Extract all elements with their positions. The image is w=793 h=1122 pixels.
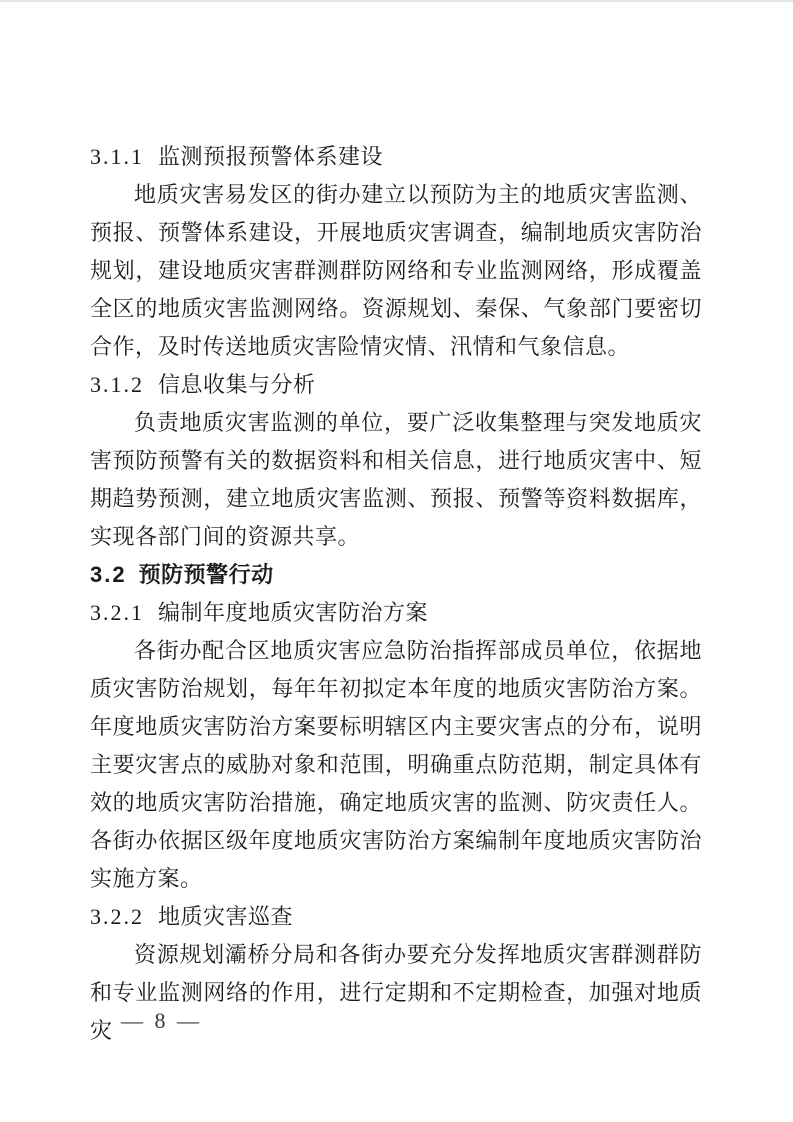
heading-number: 3.1.1 <box>90 144 144 169</box>
document-body <box>90 138 702 1050</box>
section-heading-level3 <box>90 898 702 936</box>
heading-number: 3.2.2 <box>90 904 144 929</box>
heading-title: 地质灾害巡查 <box>158 904 294 929</box>
scan-edge-line <box>0 0 793 2</box>
section-heading-level3 <box>90 594 702 632</box>
heading-number: 3.2 <box>90 562 127 587</box>
section-heading-level3 <box>90 138 702 176</box>
body-paragraph: 各街办配合区地质灾害应急防治指挥部成员单位，依据地质灾害防治规划，每年年初拟定本年度的地质灾害防治方案。年度地质灾害防治方案要标明辖区内主要灾害点的分布，说明主要灾害点的威胁对象和范围，明确重点防范期，制定具体有效的地质灾害防治措施，确定地质灾害的监测、防灾责任人。各街办依据区级年度地质灾害防治方案编制年度地质灾害防治实施方案。 <box>90 638 702 891</box>
body-paragraph: 资源规划灞桥分局和各街办要充分发挥地质灾害群测群防和专业监测网络的作用，进行定期和不定期检查，加强对地质灾 <box>90 942 702 1043</box>
section-heading-level2 <box>90 556 702 594</box>
heading-title: 编制年度地质灾害防治方案 <box>158 600 429 625</box>
body-paragraph: 地质灾害易发区的街办建立以预防为主的地质灾害监测、预报、预警体系建设，开展地质灾害调查，编制地质灾害防治规划，建设地质灾害群测群防网络和专业监测网络，形成覆盖全区的地质灾害监测网络。资源规划、秦保、气象部门要密切合作，及时传送地质灾害险情灾情、汛情和气象信息。 <box>90 182 702 359</box>
section-heading-level3 <box>90 366 702 404</box>
heading-number: 3.2.1 <box>90 600 144 625</box>
heading-title: 信息收集与分析 <box>158 372 316 397</box>
page-footer <box>121 1006 202 1036</box>
heading-title: 监测预报预警体系建设 <box>158 144 384 169</box>
page-number: — 8 — <box>121 1008 202 1033</box>
body-paragraph: 负责地质灾害监测的单位，要广泛收集整理与突发地质灾害预防预警有关的数据资料和相关信息，进行地质灾害中、短期趋势预测，建立地质灾害监测、预报、预警等资料数据库，实现各部门间的资源共享。 <box>90 410 702 549</box>
heading-number: 3.1.2 <box>90 372 144 397</box>
heading-title: 预防预警行动 <box>138 562 274 587</box>
